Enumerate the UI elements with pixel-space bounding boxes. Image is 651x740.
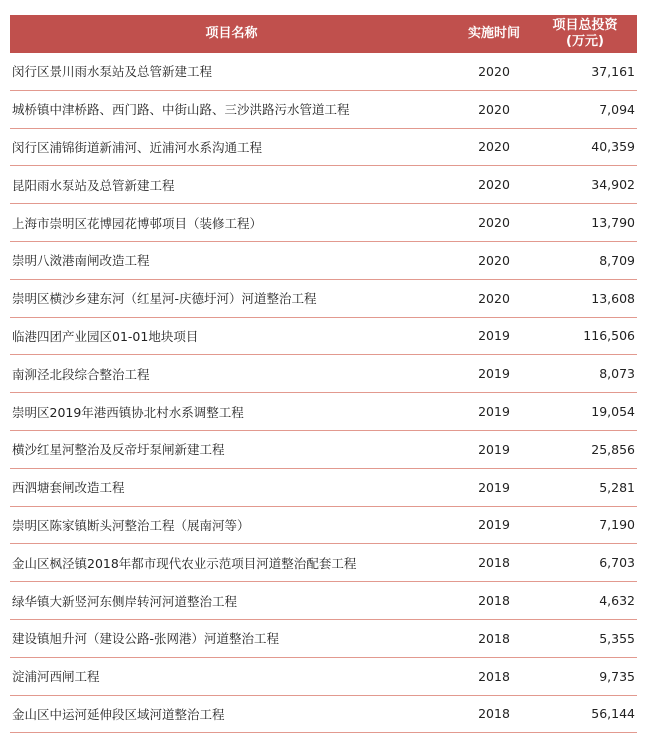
table-row: [10, 506, 637, 544]
project-name-cell: 临港四团产业园区01-01地块项目: [10, 317, 453, 355]
table-row: [10, 430, 637, 468]
table-row: [10, 657, 637, 695]
project-name-cell: 崇明八滧港南闸改造工程: [10, 241, 453, 279]
investment-cell: 19,054: [535, 393, 637, 431]
project-name-cell: 南泖泾北段综合整治工程: [10, 355, 453, 393]
year-cell: 2020: [453, 166, 535, 204]
table-row: [10, 695, 637, 733]
project-name-cell: 昆阳雨水泵站及总管新建工程: [10, 166, 453, 204]
project-name-cell: 建设镇旭升河（建设公路-张网港）河道整治工程: [10, 619, 453, 657]
year-cell: 2019: [453, 506, 535, 544]
project-table: [10, 15, 637, 733]
year-cell: 2019: [453, 317, 535, 355]
table-row: [10, 90, 637, 128]
investment-cell: 25,856: [535, 430, 637, 468]
project-name-cell: 金山区枫泾镇2018年都市现代农业示范项目河道整治配套工程: [10, 544, 453, 582]
project-name-cell: 金山区中运河延伸段区域河道整治工程: [10, 695, 453, 733]
investment-cell: 116,506: [535, 317, 637, 355]
investment-cell: 5,355: [535, 619, 637, 657]
year-cell: 2020: [453, 128, 535, 166]
investment-cell: 34,902: [535, 166, 637, 204]
year-cell: 2019: [453, 393, 535, 431]
project-name-cell: 闵行区浦锦街道新浦河、近浦河水系沟通工程: [10, 128, 453, 166]
table-row: [10, 619, 637, 657]
header-total-investment: 项目总投资 (万元): [535, 15, 637, 53]
project-name-cell: 横沙红星河整治及反帝圩泵闸新建工程: [10, 430, 453, 468]
year-cell: 2020: [453, 90, 535, 128]
investment-cell: 56,144: [535, 695, 637, 733]
year-cell: 2019: [453, 430, 535, 468]
project-name-cell: 西泗塘套闸改造工程: [10, 468, 453, 506]
investment-cell: 13,790: [535, 204, 637, 242]
table-row: [10, 317, 637, 355]
project-name-cell: 绿华镇大新竖河东侧岸转河河道整治工程: [10, 582, 453, 620]
table-row: [10, 166, 637, 204]
project-name-cell: 闵行区景川雨水泵站及总管新建工程: [10, 53, 453, 90]
year-cell: 2020: [453, 279, 535, 317]
table-row: [10, 393, 637, 431]
table-row: [10, 241, 637, 279]
table-row: [10, 204, 637, 242]
project-name-cell: 淀浦河西闸工程: [10, 657, 453, 695]
investment-cell: 9,735: [535, 657, 637, 695]
table-row: [10, 544, 637, 582]
project-table-container: [10, 15, 637, 733]
year-cell: 2019: [453, 355, 535, 393]
investment-cell: 8,073: [535, 355, 637, 393]
investment-cell: 6,703: [535, 544, 637, 582]
table-row: [10, 355, 637, 393]
investment-cell: 8,709: [535, 241, 637, 279]
investment-cell: 13,608: [535, 279, 637, 317]
project-name-cell: 崇明区横沙乡建东河（红星河-庆德圩河）河道整治工程: [10, 279, 453, 317]
table-header: [10, 15, 637, 53]
table-row: [10, 582, 637, 620]
investment-cell: 4,632: [535, 582, 637, 620]
investment-cell: 40,359: [535, 128, 637, 166]
header-row: [10, 15, 637, 53]
year-cell: 2020: [453, 241, 535, 279]
year-cell: 2018: [453, 657, 535, 695]
table-body: [10, 53, 637, 733]
table-row: [10, 279, 637, 317]
investment-cell: 7,094: [535, 90, 637, 128]
year-cell: 2018: [453, 695, 535, 733]
project-name-cell: 上海市崇明区花博园花博邨项目（装修工程）: [10, 204, 453, 242]
project-name-cell: 崇明区陈家镇断头河整治工程（展南河等）: [10, 506, 453, 544]
year-cell: 2019: [453, 468, 535, 506]
table-row: [10, 53, 637, 90]
header-year: 实施时间: [453, 15, 535, 53]
year-cell: 2018: [453, 544, 535, 582]
year-cell: 2020: [453, 204, 535, 242]
table-row: [10, 468, 637, 506]
project-name-cell: 城桥镇中津桥路、西门路、中街山路、三沙洪路污水管道工程: [10, 90, 453, 128]
header-project-name: 项目名称: [10, 15, 453, 53]
investment-cell: 37,161: [535, 53, 637, 90]
year-cell: 2018: [453, 582, 535, 620]
project-name-cell: 崇明区2019年港西镇协北村水系调整工程: [10, 393, 453, 431]
year-cell: 2018: [453, 619, 535, 657]
investment-cell: 5,281: [535, 468, 637, 506]
investment-cell: 7,190: [535, 506, 637, 544]
table-row: [10, 128, 637, 166]
year-cell: 2020: [453, 53, 535, 90]
